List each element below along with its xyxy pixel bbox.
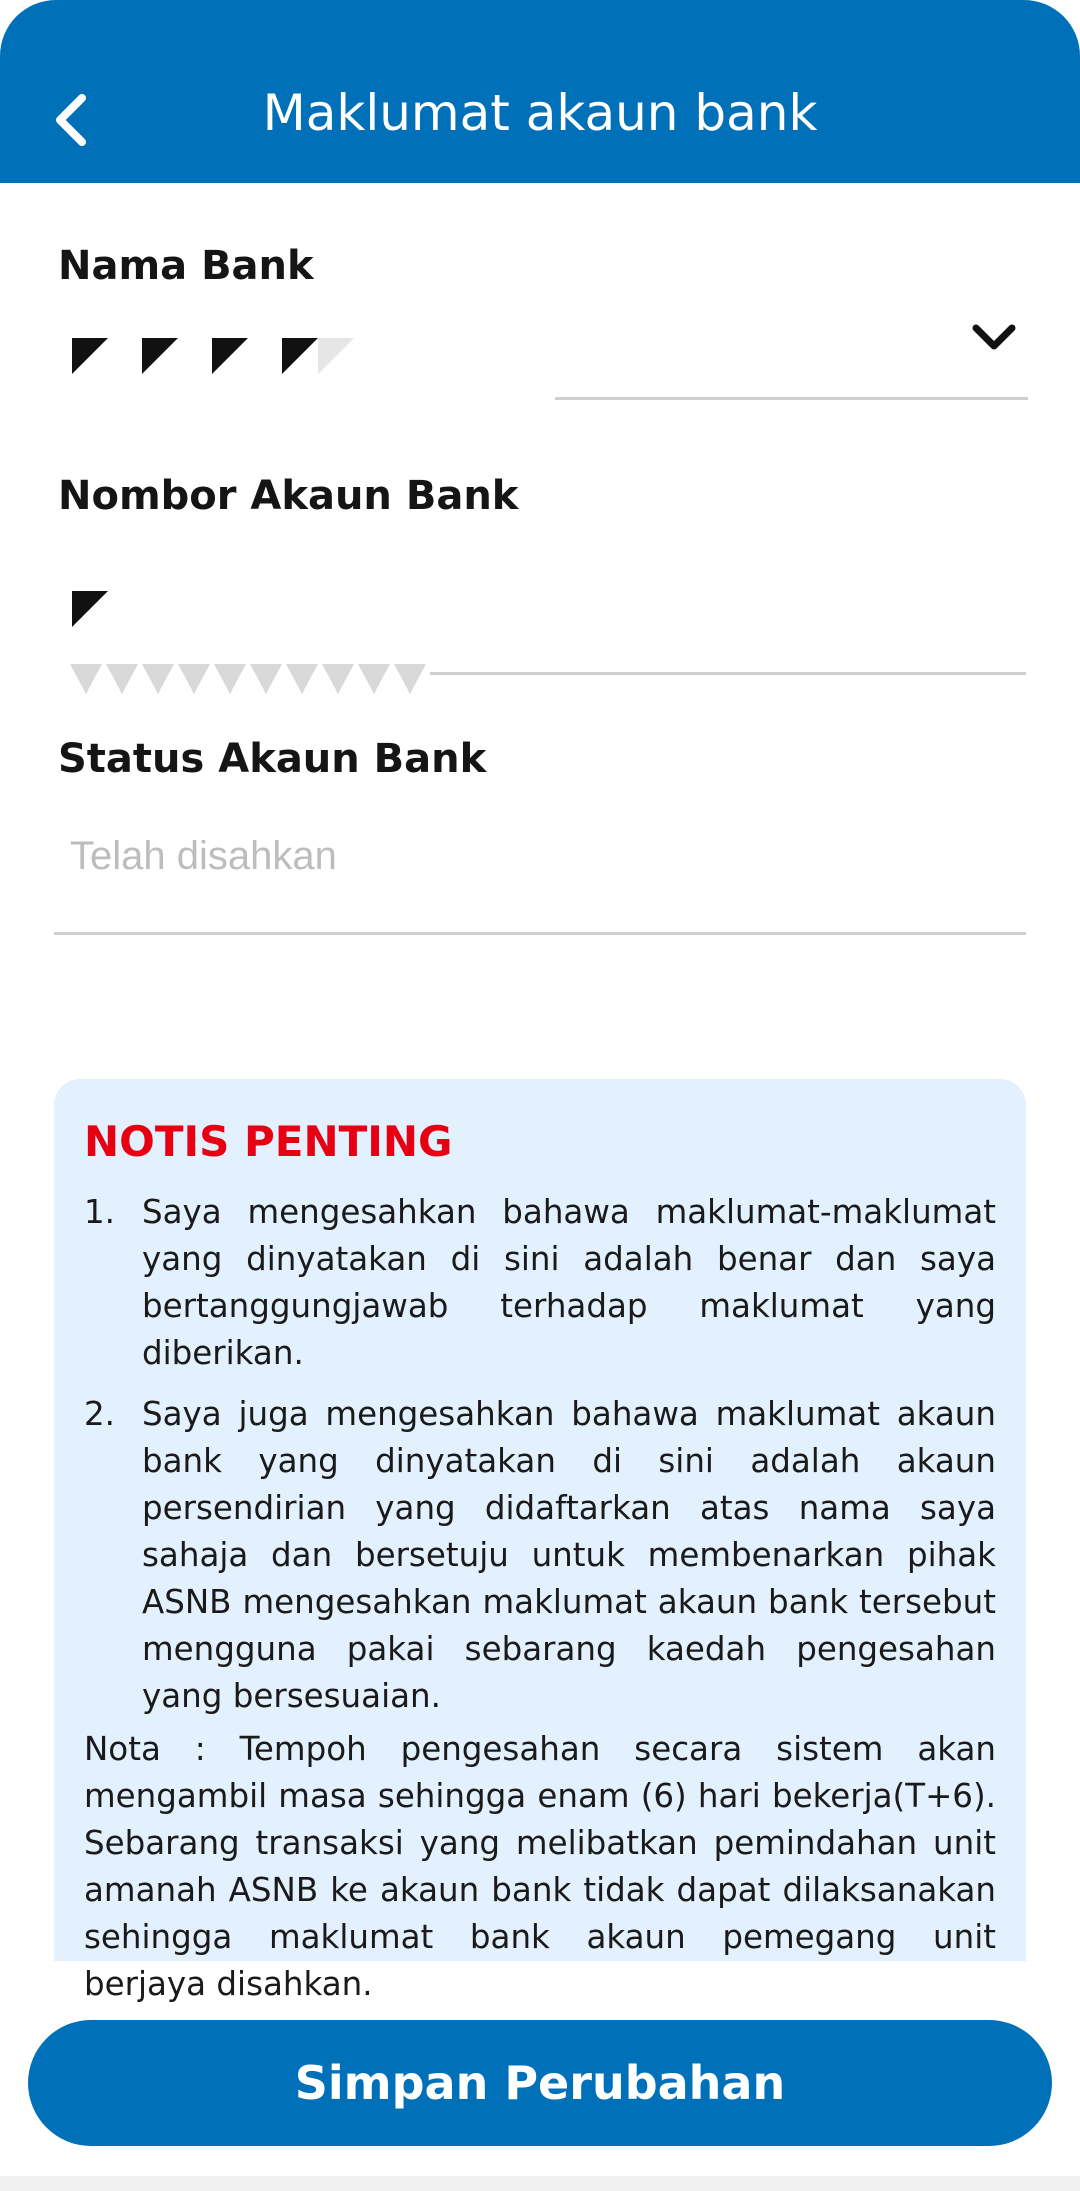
mask-glyph — [394, 664, 426, 694]
notice-title: NOTIS PENTING — [84, 1117, 453, 1166]
mask-glyph — [72, 591, 108, 627]
bank-dropdown-toggle[interactable] — [966, 318, 1022, 358]
mask-glyph — [250, 664, 282, 694]
mask-glyph — [318, 338, 354, 374]
chevron-left-icon — [50, 90, 90, 150]
mask-glyph — [358, 664, 390, 694]
account-status-value: Telah disahkan — [70, 834, 337, 878]
notice-item-text: Saya juga mengesahkan bahawa maklumat akaun bank yang dinyatakan di sini adalah akaun persendirian yang didaftarkan atas nama saya sahaja dan bersetuju untuk membenarkan pihak ASNB mengesahkan maklumat akaun bank tersebut mengguna pakai sebarang kaedah pengesahan yang bersesuaian. — [142, 1395, 996, 1715]
mask-glyph — [286, 664, 318, 694]
app-header — [0, 0, 1080, 183]
mask-glyph — [142, 338, 178, 374]
notice-item-text: Saya mengesahkan bahawa maklumat-maklumat yang dinyatakan di sini adalah benar dan saya bertanggungjawab terhadap maklumat yang diberikan. — [142, 1193, 996, 1372]
notice-item — [84, 1391, 996, 1720]
bottom-edge — [0, 2176, 1080, 2191]
notice-note: Nota : Tempoh pengesahan secara sistem akan mengambil masa sehingga enam (6) hari bekerja(T+6). Sebarang transaksi yang melibatkan pemindahan unit amanah ASNB ke akaun bank tidak dapat dilaksanakan sehingga maklumat bank akaun pemegang unit berjaya disahkan. — [84, 1730, 996, 2003]
chevron-down-icon — [966, 318, 1022, 358]
account-number-underline — [430, 672, 1026, 675]
mask-glyph — [72, 338, 108, 374]
mask-glyph — [212, 338, 248, 374]
bank-name-underline — [555, 397, 1028, 400]
mask-glyph — [106, 664, 138, 694]
save-changes-button[interactable]: Simpan Perubahan — [28, 2020, 1052, 2146]
account-number-mask-row — [70, 664, 426, 694]
notice-item-number: 2. — [84, 1395, 116, 1433]
bank-name-label: Nama Bank — [58, 243, 314, 289]
mask-glyph — [214, 664, 246, 694]
account-status-underline — [54, 932, 1026, 935]
back-button[interactable] — [40, 80, 100, 160]
mask-glyph — [322, 664, 354, 694]
mask-glyph — [142, 664, 174, 694]
mask-glyph — [282, 338, 318, 374]
bank-name-masked-value[interactable] — [72, 338, 354, 374]
page-title: Maklumat akaun bank — [262, 84, 818, 142]
account-number-masked-value[interactable] — [72, 591, 108, 627]
account-status-label: Status Akaun Bank — [58, 736, 487, 782]
account-number-label: Nombor Akaun Bank — [58, 473, 519, 519]
important-notice-box — [54, 1079, 1026, 2003]
mask-glyph — [178, 664, 210, 694]
mask-glyph — [70, 664, 102, 694]
notice-item-number: 1. — [84, 1193, 116, 1231]
notice-list — [84, 1189, 996, 1734]
notice-item — [84, 1189, 996, 1377]
